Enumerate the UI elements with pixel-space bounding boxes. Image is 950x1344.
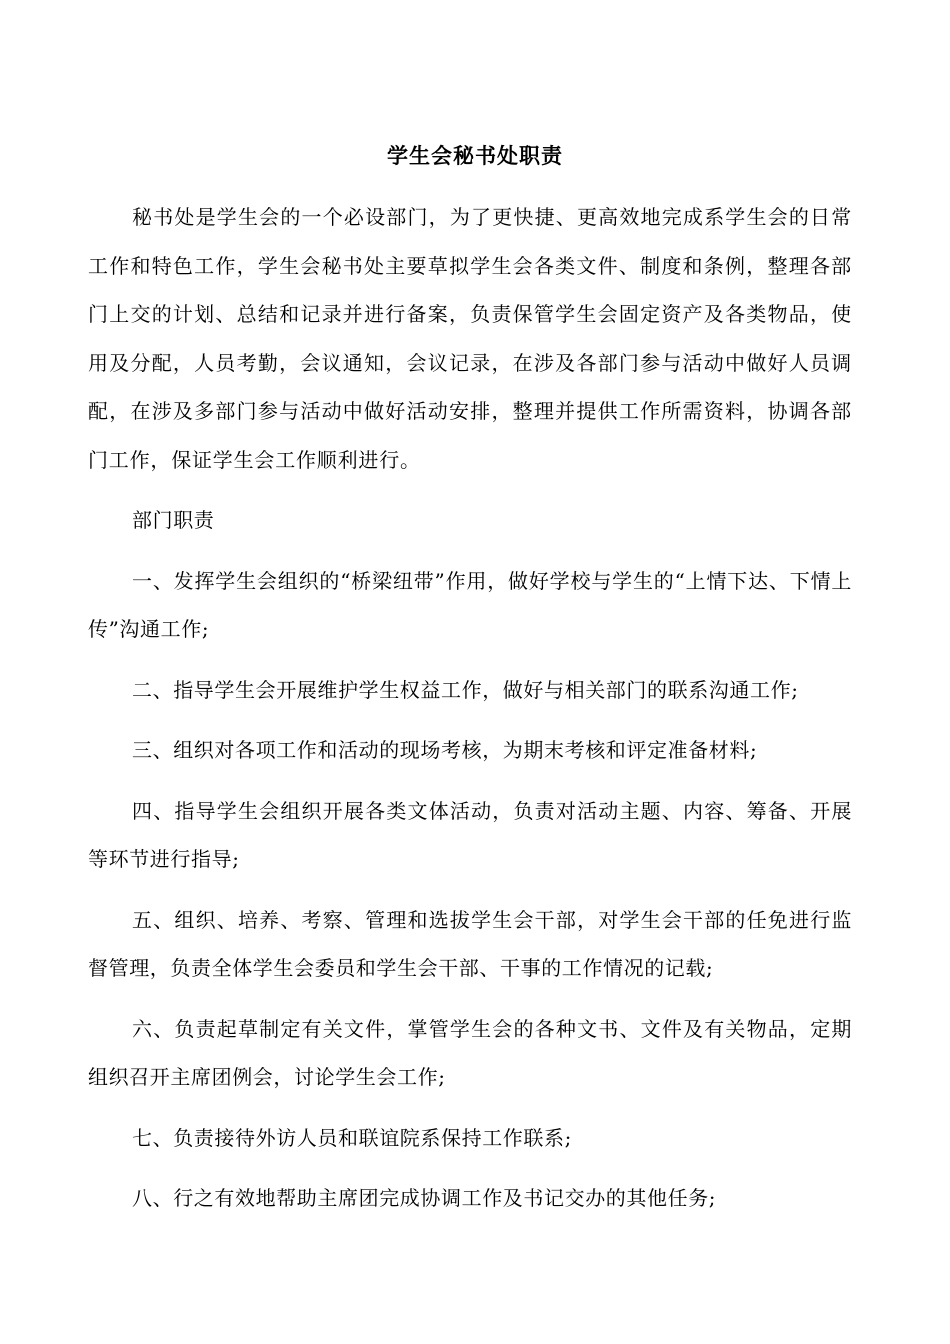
- duty-item-8: 八、行之有效地帮助主席团完成协调工作及书记交办的其他任务;: [132, 1186, 717, 1210]
- duty-item-5: 五、组织、培养、考察、管理和选拔学生会干部，对学生会干部的任免进行监督管理，负责全体学生会委员和学生会干部、干事的工作情况的记载;: [88, 907, 852, 980]
- duty-item-1: 一、发挥学生会组织的“桥梁纽带”作用，做好学校与学生的“上情下达、下情上传”沟通工作;: [88, 568, 852, 641]
- duty-item-4: 四、指导学生会组织开展各类文体活动，负责对活动主题、内容、筹备、开展等环节进行指导;: [88, 798, 852, 871]
- duty-item-2: 二、指导学生会开展维护学生权益工作，做好与相关部门的联系沟通工作;: [132, 677, 799, 702]
- intro-paragraph: 秘书处是学生会的一个必设部门，为了更快捷、更高效地完成系学生会的日常工作和特色工作，学生会秘书处主要草拟学生会各类文件、制度和条例，整理各部门上交的计划、总结和记录并进行备案，负责保管学生会固定资产及各类物品，使用及分配，人员考勤，会议通知，会议记录，在涉及各部门参与活动中做好人员调配，在涉及多部门参与活动中做好活动安排，整理并提供工作所需资料，协调各部门工作，保证学生会工作顺利进行。: [88, 205, 852, 472]
- duty-item-6: 六、负责起草制定有关文件，掌管学生会的各种文书、文件及有关物品，定期组织召开主席团例会，讨论学生会工作;: [88, 1016, 852, 1089]
- duty-item-3: 三、组织对各项工作和活动的现场考核，为期末考核和评定准备材料;: [132, 738, 758, 762]
- document-body: [88, 193, 852, 1223]
- duty-item-7: 七、负责接待外访人员和联谊院系保持工作联系;: [132, 1125, 572, 1150]
- section-heading: 部门职责: [132, 508, 215, 532]
- document-title: 学生会秘书处职责: [387, 143, 563, 168]
